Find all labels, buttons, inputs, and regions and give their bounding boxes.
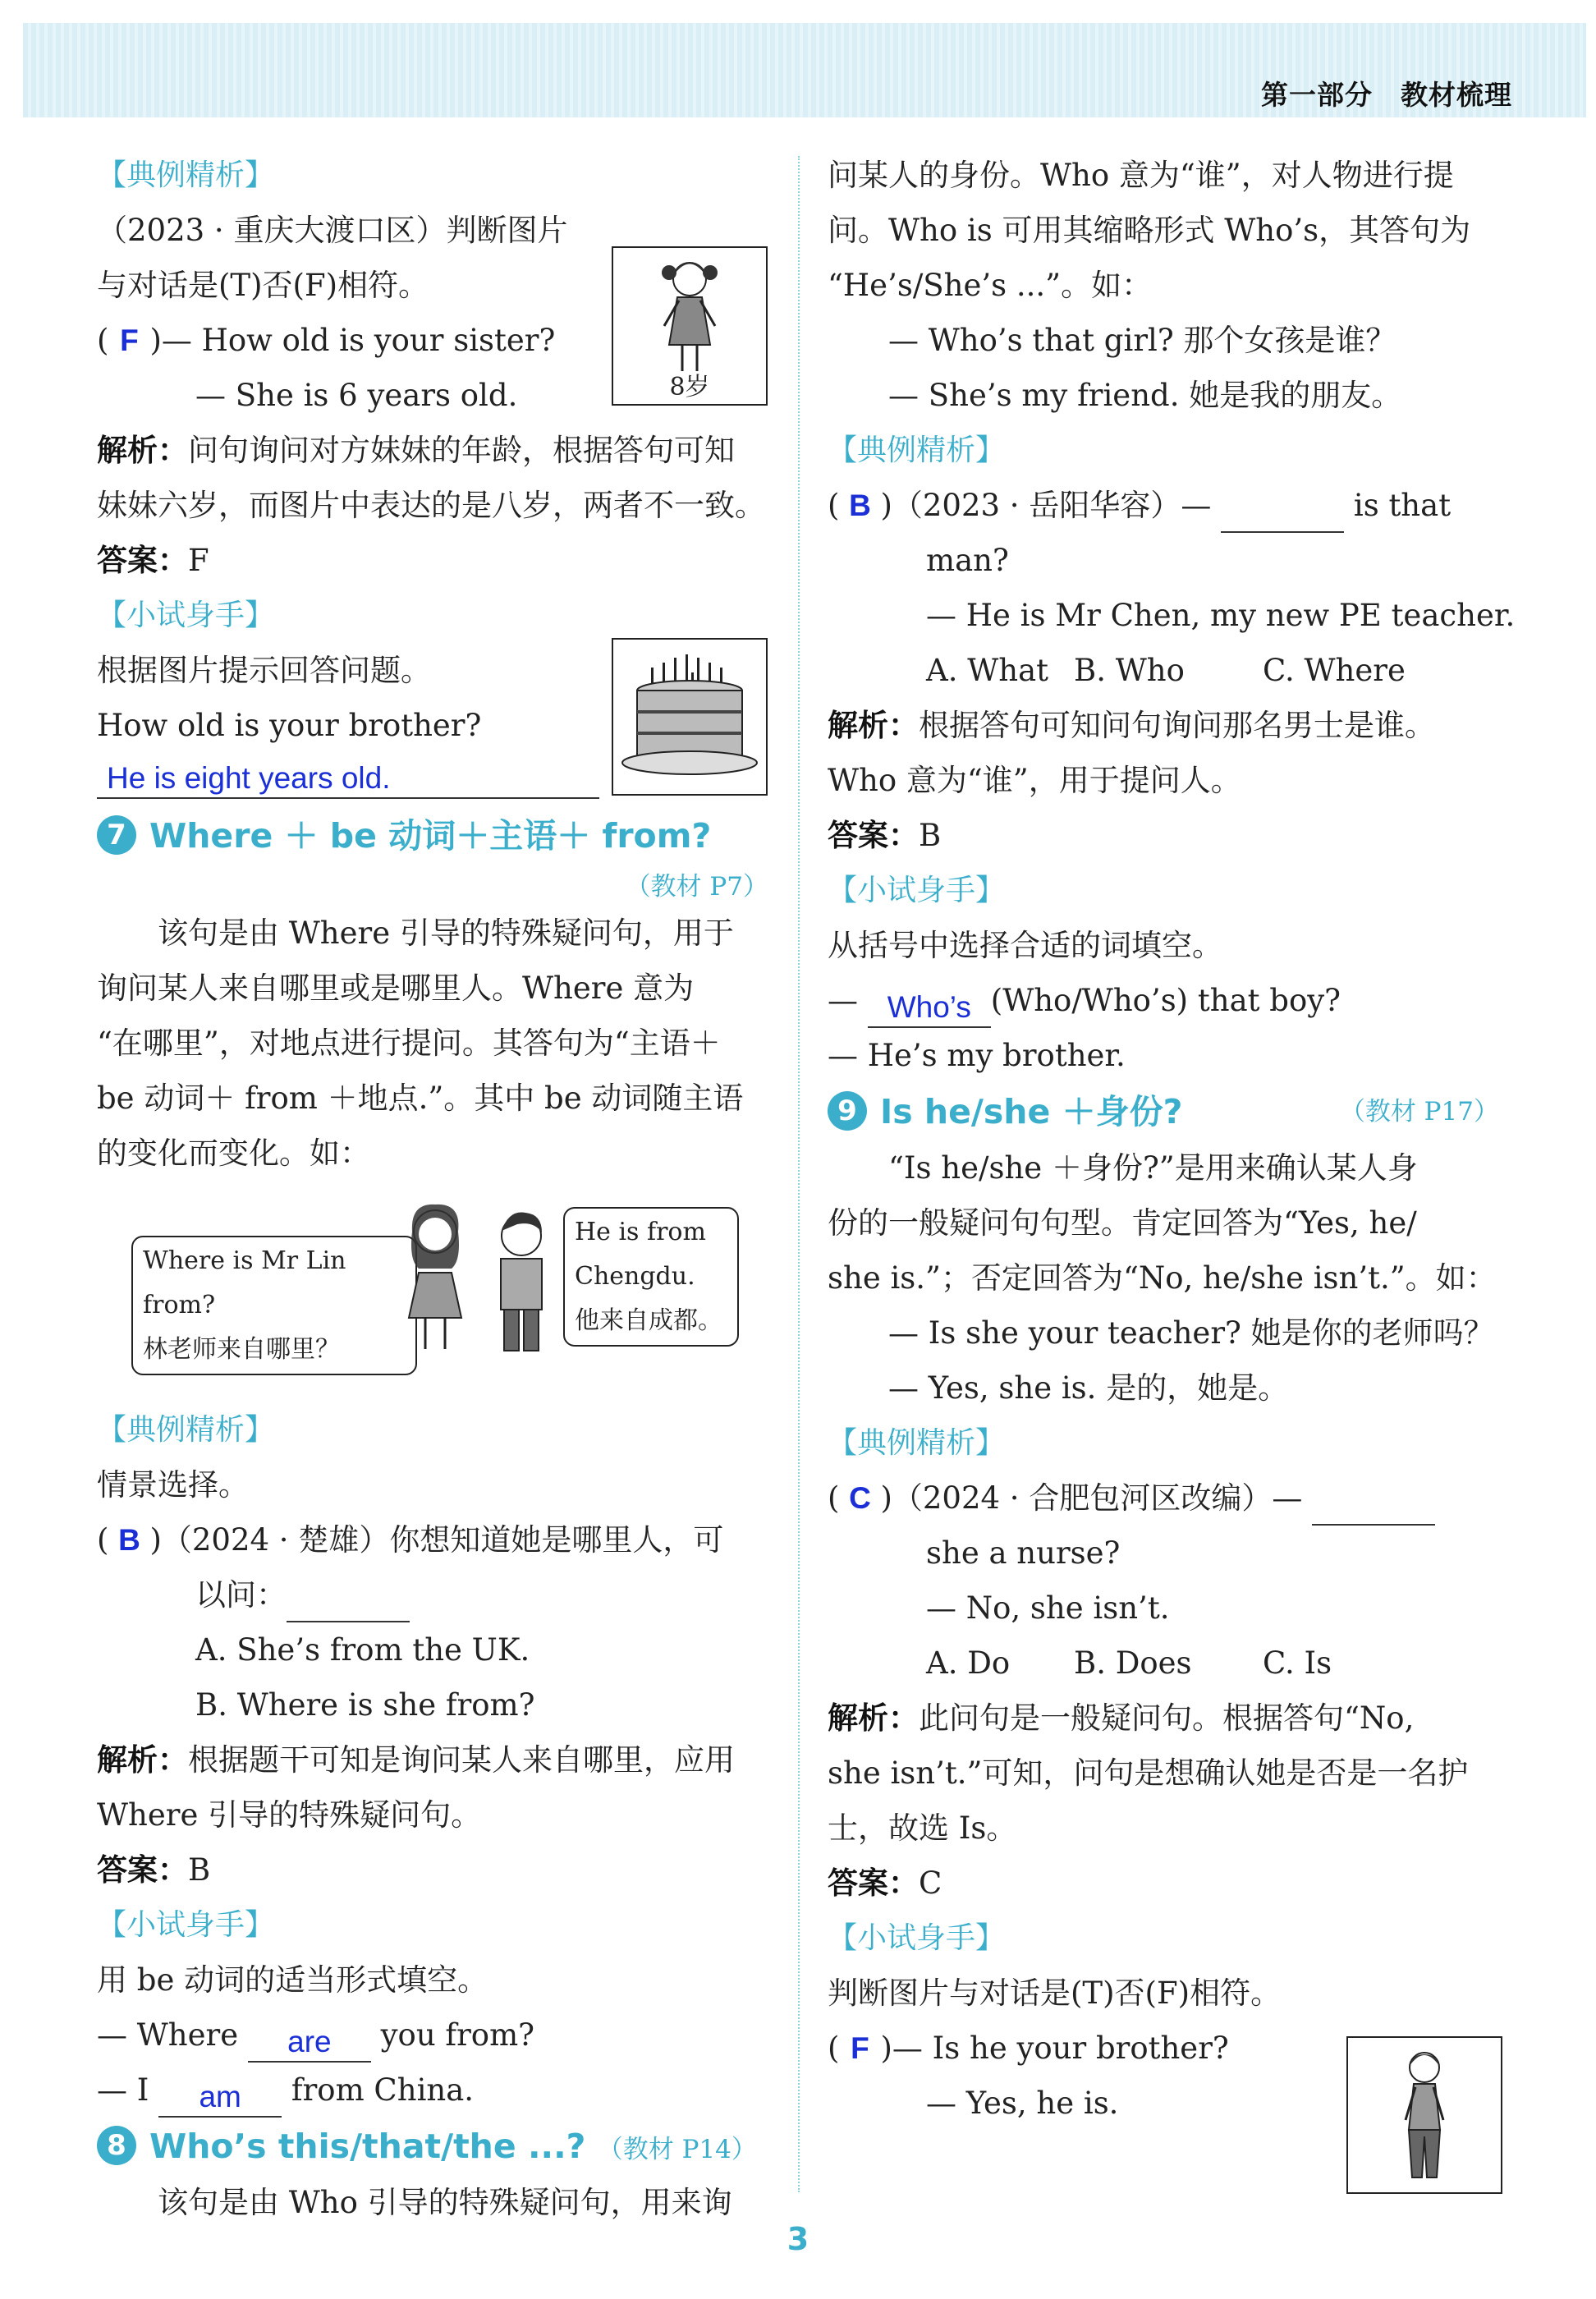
section-heading-9: 9 Is he/she ＋身份? （教材 P17）	[828, 1083, 1499, 1140]
analysis-text: 妹妹六岁，而图片中表达的是八岁，两者不一致。	[97, 488, 765, 523]
question-text: ( B )（2024 · 楚雄）你想知道她是哪里人，可	[97, 1512, 768, 1567]
question-text: 以问：	[97, 1567, 768, 1622]
paragraph: be 动词＋ from ＋地点.”。其中 be 动词随主语	[97, 1081, 744, 1116]
option: B. Where is she from?	[195, 1687, 535, 1723]
practice-tag: 【小试身手】	[97, 1908, 275, 1942]
example-tag: 【典例精析】	[97, 1413, 275, 1447]
answer-mark: B	[849, 489, 871, 522]
speech-bubble-left: Where is Mr Lin from? 林老师来自哪里？	[131, 1236, 417, 1375]
practice-tag: 【小试身手】	[828, 1921, 1006, 1955]
analysis-text: 士，故选 Is。	[828, 1810, 1017, 1846]
picture-caption: 8岁	[669, 373, 710, 402]
analysis-text: she isn’t.”可知，问句是想确认她是否是一名护	[828, 1755, 1469, 1791]
question-text: 判断图片与对话是(T)否(F)相符。	[828, 1975, 1282, 2011]
speech-bubble-right: He is from Chengdu. 他来自成都。	[563, 1207, 739, 1347]
question-text: 根据图片提示回答问题。	[97, 653, 431, 688]
options-row: A. What B. Who C. Where	[926, 653, 1406, 688]
dialogue-line: — No, she isn’t.	[926, 1590, 1170, 1626]
question-text: ( C )（2024 · 合肥包河区改编）—	[828, 1471, 1499, 1526]
question-text: How old is your brother?	[97, 708, 482, 743]
example-tag: 【典例精析】	[828, 1426, 1006, 1460]
analysis-text: Who 意为“谁”，用于提问人。	[828, 763, 1241, 798]
options-row: A. Do B. Does C. Is	[926, 1645, 1332, 1681]
question-text: 用 be 动词的适当形式填空。	[97, 1962, 488, 1998]
question-text: 从括号中选择合适的词填空。	[828, 928, 1222, 963]
question-text: she a nurse?	[926, 1535, 1121, 1571]
answer-line: He is eight years old.	[97, 753, 768, 799]
page-number: 3	[787, 2221, 809, 2257]
question-text: （2023 · 重庆大渡口区）判断图片	[97, 213, 568, 248]
example-tag: 【典例精析】	[828, 434, 1006, 467]
paragraph: “在哪里”，对地点进行提问。其答句为“主语＋	[97, 1026, 721, 1061]
paragraph: 份的一般疑问句句型。肯定回答为“Yes, he/	[828, 1205, 1417, 1241]
header-bar	[23, 23, 1586, 117]
answer-text: 答案：C	[828, 1865, 942, 1901]
analysis-text: 解析：根据题干可知是询问某人来自哪里，应用	[97, 1742, 735, 1778]
answer-mark: C	[849, 1481, 871, 1515]
option: A. She’s from the UK.	[195, 1632, 530, 1668]
fill-line: — Who’s (Who/Who’s) that boy?	[828, 973, 1499, 1028]
answer-text: 答案：B	[97, 1852, 211, 1888]
dialogue-line: — She is 6 years old.	[195, 378, 518, 413]
section-title: 第一部分 教材梳理	[1261, 79, 1512, 111]
section-heading-7: 7 Where ＋ be 动词＋主语＋ from?	[97, 807, 768, 865]
paragraph: 问。Who is 可用其缩略形式 Who’s，其答句为	[828, 213, 1471, 248]
paragraph: 该句是由 Where 引导的特殊疑问句，用于	[158, 915, 734, 951]
girl-illustration	[613, 248, 766, 379]
children-illustration	[386, 1195, 566, 1359]
dialogue-line: ( F )— How old is your sister?	[97, 313, 768, 368]
answer-text: 答案：F	[97, 543, 209, 578]
dialogue-line: — Yes, he is.	[926, 2086, 1119, 2121]
question-text: 情景选择。	[97, 1467, 249, 1503]
paragraph: 的变化而变化。如：	[97, 1136, 370, 1171]
dialogue-line: — He’s my brother.	[828, 1038, 1126, 1073]
textbook-ref: （教材 P7）	[625, 872, 768, 902]
right-column	[828, 148, 1516, 2131]
cake-picture	[612, 638, 768, 796]
practice-tag: 【小试身手】	[828, 874, 1006, 907]
question-text: 与对话是(T)否(F)相符。	[97, 268, 429, 303]
example-line: — Yes, she is. 是的，她是。	[888, 1370, 1289, 1406]
column-divider	[798, 156, 800, 2192]
practice-tag: 【小试身手】	[97, 599, 275, 632]
answer-mark: F	[851, 2031, 869, 2065]
birthday-cake-icon	[613, 640, 766, 794]
paragraph: “Is he/she ＋身份?”是用来确认某人身	[888, 1150, 1418, 1186]
girl-illustration-2	[1348, 2038, 1501, 2192]
answer-mark: F	[120, 324, 139, 357]
analysis-text: 解析：此问句是一般疑问句。根据答句“No,	[828, 1700, 1415, 1736]
analysis-text: Where 引导的特殊疑问句。	[97, 1797, 482, 1833]
dialogue-line: ( F )— Is he your brother?	[828, 2021, 1499, 2076]
paragraph: “He’s/She’s ...”。如：	[828, 268, 1153, 303]
girl-picture	[612, 246, 768, 406]
dialogue-line: — He is Mr Chen, my new PE teacher.	[926, 598, 1516, 633]
answer-text: 答案：B	[828, 818, 942, 853]
analysis-text: 解析：问句询问对方妹妹的年龄，根据答句可知	[97, 433, 735, 468]
paragraph: 该句是由 Who 引导的特殊疑问句，用来询	[158, 2185, 732, 2220]
fill-line: — Where are you from?	[97, 2008, 768, 2063]
example-line: — She’s my friend. 她是我的朋友。	[888, 378, 1402, 413]
girl-picture-2	[1346, 2036, 1502, 2194]
section-heading-8: 8 Who’s this/that/the ...? （教材 P14）	[97, 2118, 768, 2175]
analysis-text: 解析：根据答句可知问句询问那名男士是谁。	[828, 708, 1435, 743]
left-column	[97, 148, 768, 2230]
paragraph: 询问某人来自哪里或是哪里人。Where 意为	[97, 971, 695, 1006]
example-line: — Who’s that girl? 那个女孩是谁？	[888, 323, 1396, 358]
answer-mark: B	[118, 1523, 140, 1557]
fill-line: — I am from China.	[97, 2063, 768, 2118]
question-text: man?	[926, 543, 1009, 578]
paragraph: 问某人的身份。Who 意为“谁”，对人物进行提	[828, 158, 1454, 193]
question-text: ( B )（2023 · 岳阳华容）— is that	[828, 478, 1499, 533]
paragraph: she is.”；否定回答为“No, he/she isn’t.”。如：	[828, 1260, 1497, 1296]
example-tag: 【典例精析】	[97, 158, 275, 192]
example-line: — Is she your teacher? 她是你的老师吗？	[888, 1315, 1494, 1351]
